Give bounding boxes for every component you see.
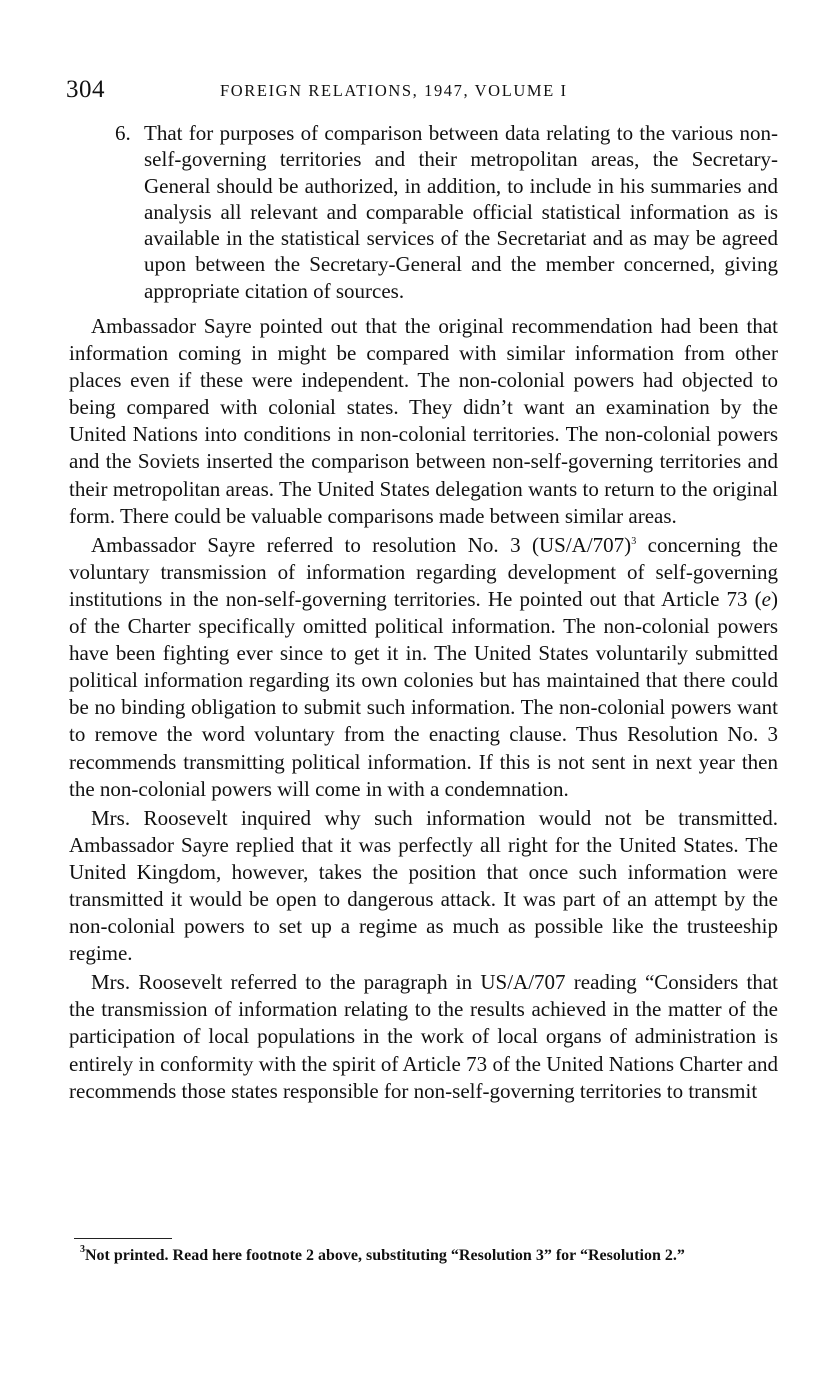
numbered-recommendation-item — [115, 120, 778, 304]
paragraph-text: ) of the Charter specifically omitted political information. The non-colonial powers have been fighting ever since to get it in. The United States voluntarily submitted political information regarding its own colonies but has maintained that there could be no binding obligation to submit such information. The non-colonial powers want to remove the word voluntary from the enacting clause. Thus Resolution No. 3 recommends transmitting political information. If this is not sent in next year then the non-colonial powers will come in with a condemnation. — [69, 586, 778, 801]
italic-letter: e — [761, 586, 771, 611]
item-text: That for purposes of comparison between data relating to the various non-self-governing territories and their metropolitan areas, the Secretary-General should be authorized, in addition, to include in his summaries and analysis all relevant and comparable official statistical information as is available in the statistical services of the Secretariat and as may be agreed upon between the Secretary-General and the member concerned, giving appropriate citation of sources. — [144, 121, 778, 303]
footnote-divider — [74, 1238, 172, 1239]
paragraph-text: Ambassador Sayre referred to resolution No. 3 (US/A/707) — [91, 532, 632, 557]
paragraph-sayre-resolution — [69, 532, 778, 803]
page-number: 304 — [66, 76, 105, 103]
footnote-marker: 3 — [80, 1244, 85, 1255]
paragraph-roosevelt-inquiry: Mrs. Roosevelt inquired why such information would not be transmitted. Ambassador Sayre replied that it was perfectly all right for the United States. The United Kingdom, however, takes the position that once such information were transmitted it would be open to dangerous attack. It was part of an attempt by the non-colonial powers to set up a regime as much as possible like the trusteeship regime. — [69, 805, 778, 966]
item-number: 6. — [115, 121, 131, 145]
page-header — [66, 76, 776, 110]
paragraph-sayre-comparison: Ambassador Sayre pointed out that the original recommendation had been that information coming in might be compared with similar information from other places even if these were independent. The non-colonial powers had objected to being compared with colonial states. They didn’t want an examination by the United Nations into conditions in non-colonial territories. The non-colonial powers and the Soviets inserted the comparison between non-self-governing territories and their metropolitan areas. The United States delegation wants to return to the original form. There could be valuable comparisons made between similar areas. — [69, 314, 778, 528]
footnote-reference: 3 — [631, 535, 637, 547]
footnote — [76, 1245, 778, 1266]
footnote-text: Not printed. Read here footnote 2 above, substituting “Resolution 3” for “Resolution 2.” — [85, 1247, 685, 1264]
body-text — [69, 313, 778, 1107]
paragraph-text: concerning the voluntary transmission of information regarding development of self-governing institutions in the non-self-governing territories. He pointed out that Article 73 ( — [69, 532, 779, 611]
running-head: FOREIGN RELATIONS, 1947, VOLUME I — [220, 81, 568, 100]
paragraph-roosevelt-reference: Mrs. Roosevelt referred to the paragraph in US/A/707 reading “Considers that the transmission of information relating to the results achieved in the matter of the participation of local populations in the work of local organs of administration is entirely in conformity with the spirit of Article 73 of the United Nations Charter and recommends those states responsible for non-self-governing territories to transmit — [69, 970, 778, 1103]
